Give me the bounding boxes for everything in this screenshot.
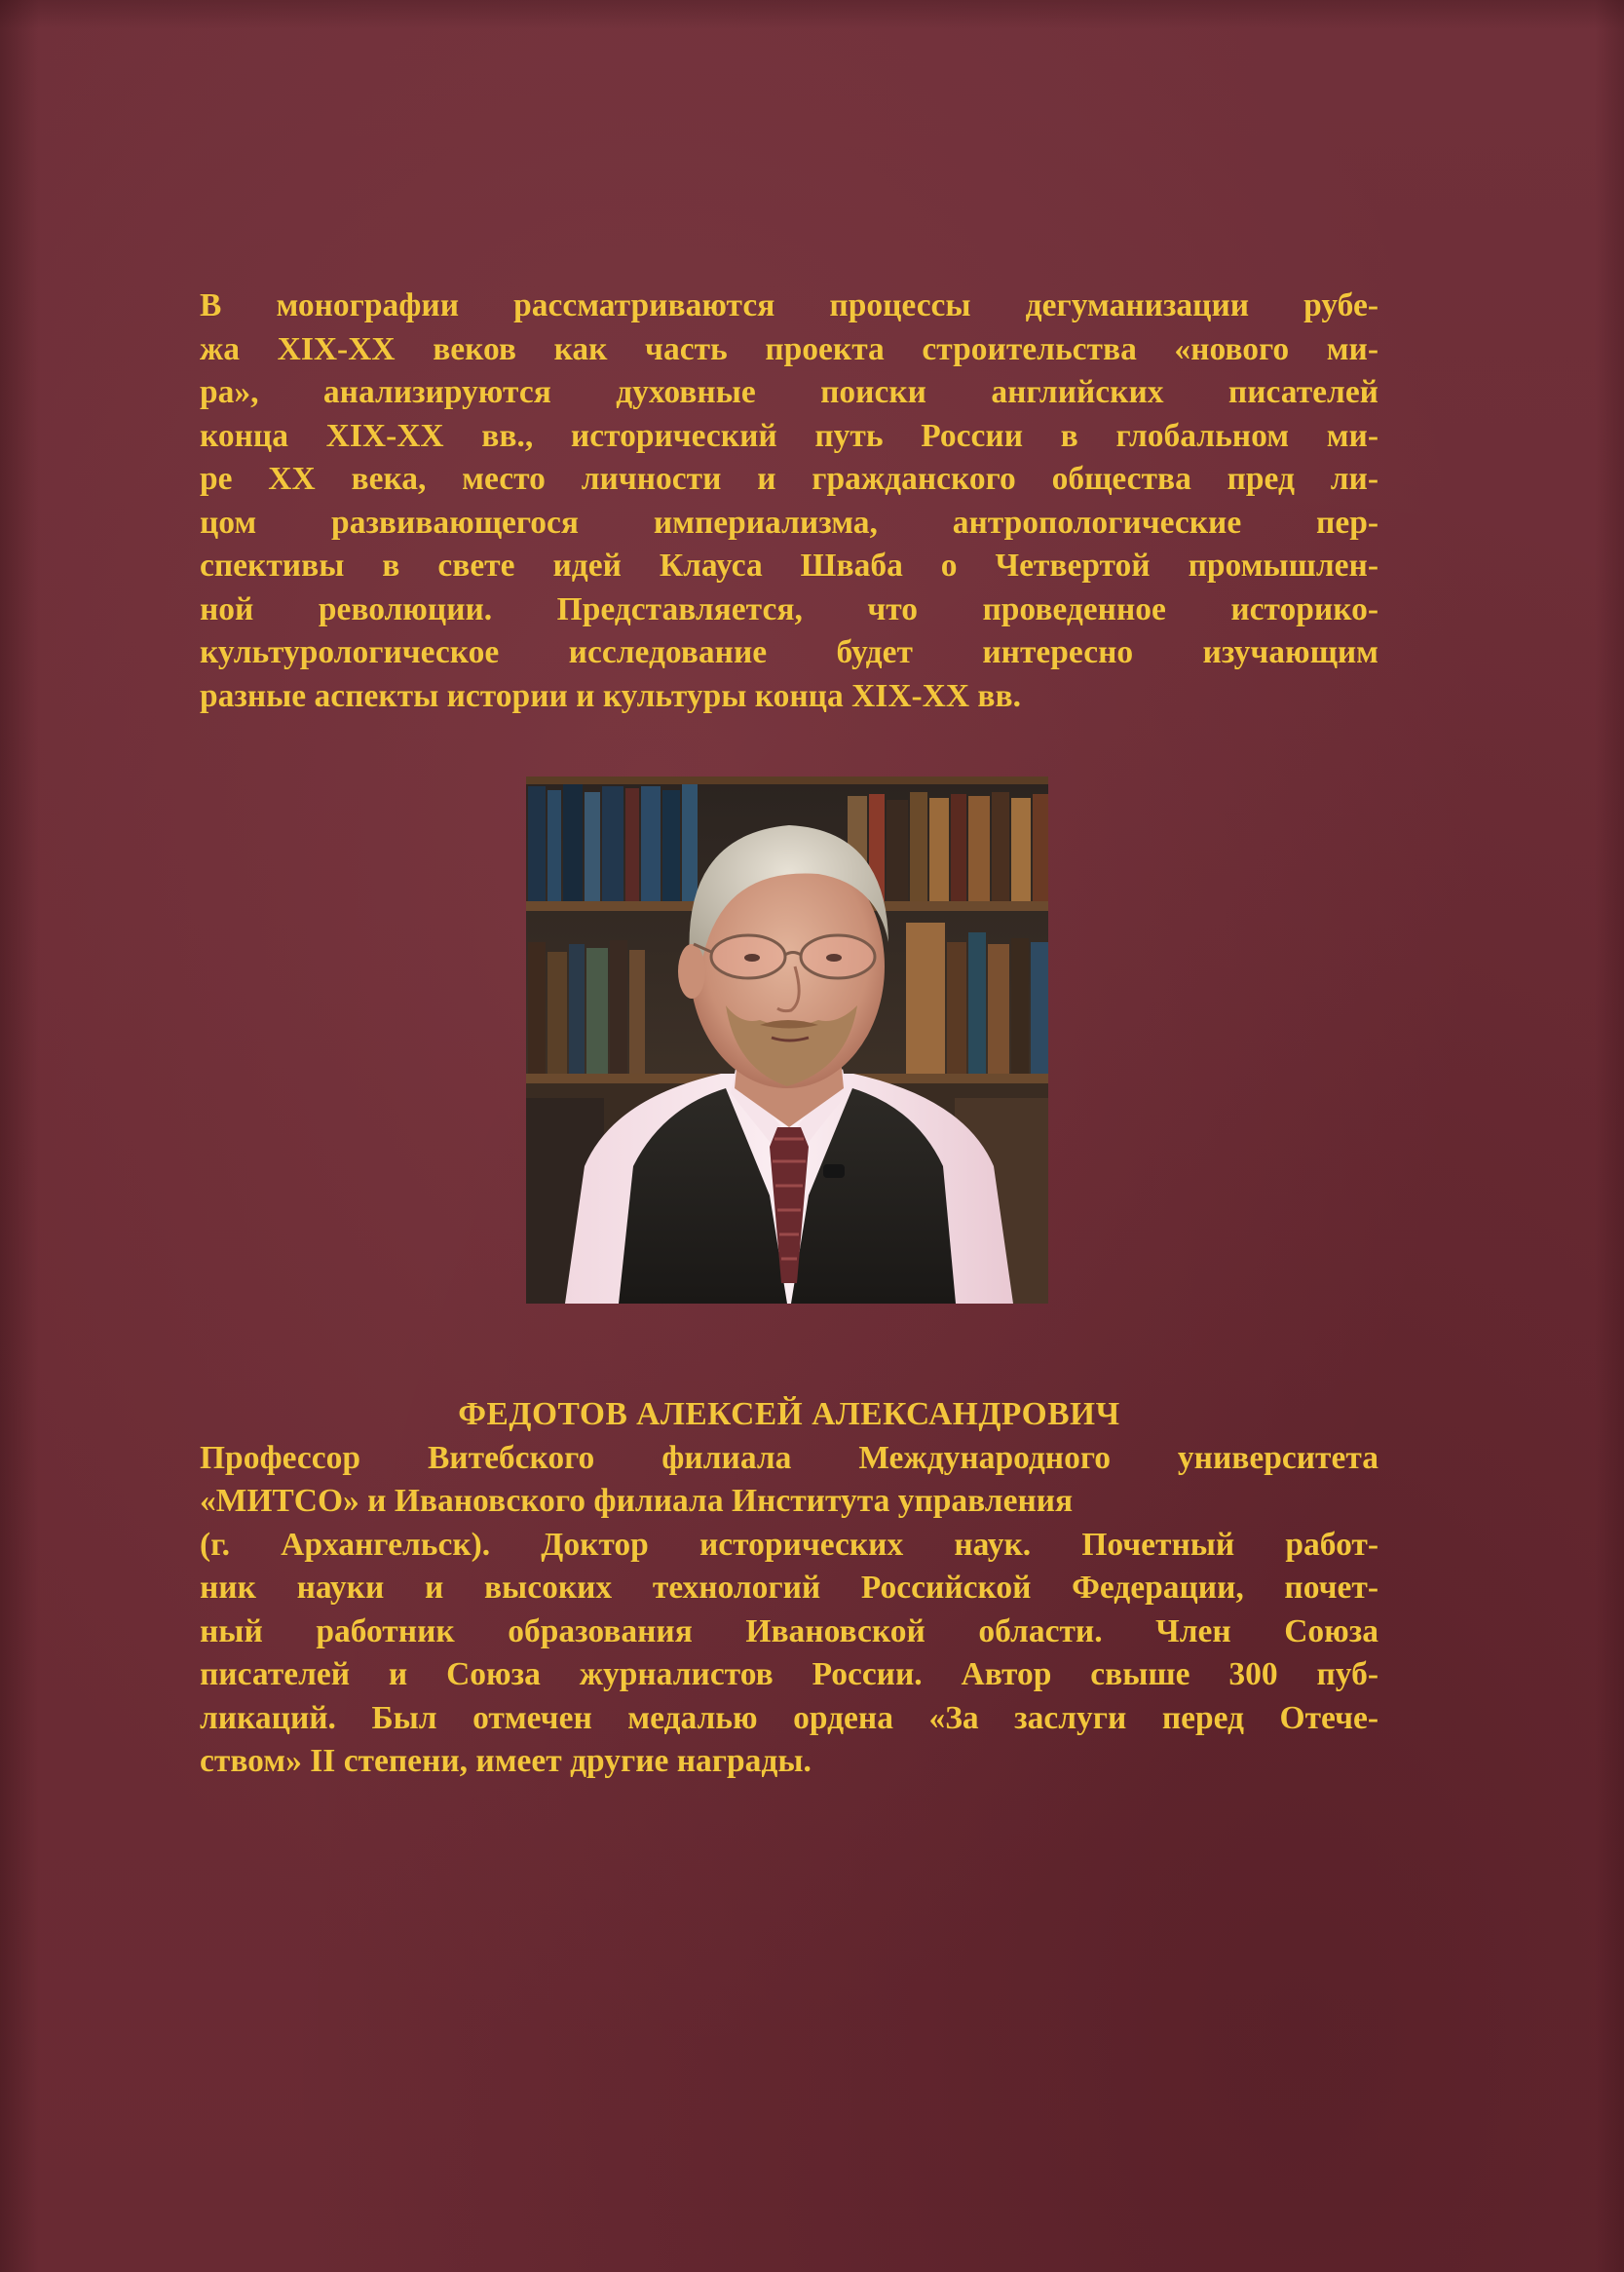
author-bio-line: ством» II степени, имеет другие награды. (200, 1743, 812, 1779)
annotation-text (200, 284, 1379, 718)
cover-edge-shadow-right (1595, 0, 1624, 2272)
annotation-line: конца XIX-XX вв., исторический путь России в глобальном ми- (200, 417, 1379, 454)
author-bio-line: «МИТСО» и Ивановского филиала Института управления (200, 1483, 1074, 1519)
cover-edge-shadow-left (0, 0, 39, 2272)
author-portrait-photo (526, 776, 1048, 1304)
annotation-line: В монографии рассматриваются процессы дегуманизации рубе- (200, 287, 1379, 323)
annotation-line: ной революции. Представляется, что проведенное историко- (200, 590, 1379, 627)
author-info (200, 1393, 1379, 1784)
annotation-line: ре XX века, место личности и гражданского общества пред ли- (200, 461, 1379, 497)
portrait-image (526, 776, 1048, 1304)
annotation-line: ра», анализируются духовные поиски английских писателей (200, 374, 1379, 410)
author-bio-line: (г. Архангельск). Доктор исторических наук. Почетный работ- (200, 1526, 1379, 1563)
annotation-line: культурологическое исследование будет интересно изучающим (200, 634, 1379, 670)
author-bio-line: писателей и Союза журналистов России. Автор свыше 300 пуб- (200, 1656, 1379, 1692)
annotation-line: жа XIX-XX веков как часть проекта строительства «нового ми- (200, 330, 1379, 367)
annotation-line: спективы в свете идей Клауса Шваба о Четвертой промышлен- (200, 548, 1379, 584)
author-bio-line: ликаций. Был отмечен медалью ордена «За заслуги перед Отече- (200, 1699, 1379, 1736)
annotation-line: разные аспекты истории и культуры конца XIX-XX вв. (200, 677, 1021, 714)
author-bio-line: ный работник образования Ивановской области. Член Союза (200, 1612, 1379, 1649)
author-bio-line: Профессор Витебского филиала Международного университета (200, 1439, 1379, 1476)
annotation-line: цом развивающегося империализма, антропологические пер- (200, 504, 1379, 541)
author-bio-line: ник науки и высоких технологий Российской Федерации, почет- (200, 1570, 1379, 1606)
author-name: ФЕДОТОВ АЛЕКСЕЙ АЛЕКСАНДРОВИЧ (458, 1396, 1120, 1432)
cover-edge-shadow-top (0, 0, 1624, 29)
